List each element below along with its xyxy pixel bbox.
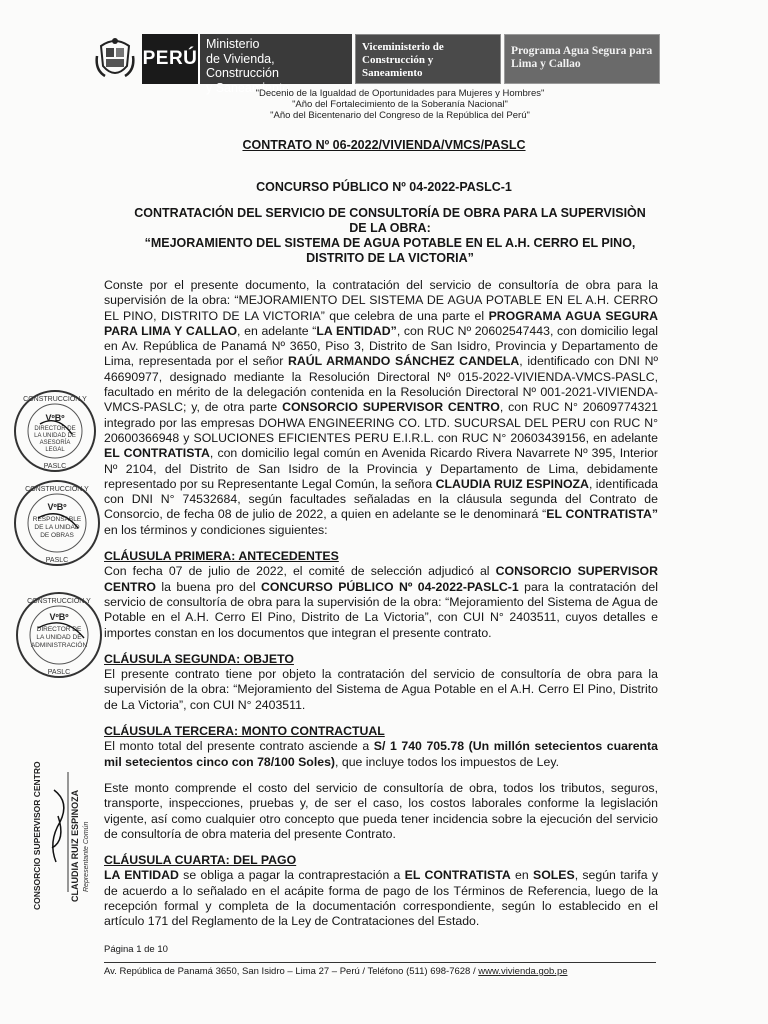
ministry-line: Ministerio bbox=[206, 37, 260, 51]
website-link[interactable]: www.vivienda.gob.pe bbox=[478, 966, 568, 977]
decree-line: "Año del Fortalecimiento de la Soberanía Nacional" bbox=[292, 99, 508, 110]
service-title-line: DE LA OBRA: bbox=[349, 221, 431, 235]
svg-text:CONSTRUCCIÓN Y: CONSTRUCCIÓN Y bbox=[25, 486, 89, 493]
ministry-label bbox=[200, 34, 352, 95]
svg-text:PASLC: PASLC bbox=[47, 669, 71, 676]
ministry-line: de Vivienda, Construcción bbox=[206, 51, 279, 80]
svg-text:LEGAL: LEGAL bbox=[45, 447, 65, 453]
vice-line: Viceministerio de bbox=[362, 41, 444, 53]
service-title-line: CONTRATACIÓN DEL SERVICIO DE CONSULTORÍA DE OBRA PARA LA SUPERVISIÒN bbox=[134, 206, 646, 220]
svg-text:DIRECTOR DE: DIRECTOR DE bbox=[36, 626, 82, 633]
address-text: Av. República de Panamá 3650, San Isidro – Lima 27 – Perú / Teléfono (511) 698-7628 / bbox=[104, 966, 479, 977]
svg-text:VºBº: VºBº bbox=[49, 612, 69, 622]
svg-text:ASESORÍA: ASESORÍA bbox=[39, 440, 71, 446]
peru-label: PERÚ bbox=[142, 34, 200, 84]
svg-text:VºBº: VºBº bbox=[45, 413, 65, 423]
decree-line: "Decenio de la Igualdad de Oportunidades para Mujeres y Hombres" bbox=[255, 88, 545, 99]
coat-of-arms-icon bbox=[92, 34, 138, 84]
footer-divider bbox=[104, 962, 656, 963]
svg-text:PASLC: PASLC bbox=[45, 557, 69, 564]
concurso-title: CONCURSO PÚBLICO Nº 04-2022-PASLC-1 bbox=[256, 180, 512, 194]
approval-stamp-legal bbox=[12, 388, 98, 474]
decree-lines bbox=[160, 88, 640, 121]
vice-line: Construcción y bbox=[362, 54, 434, 66]
svg-text:DIRECTOR DE: DIRECTOR DE bbox=[34, 426, 76, 432]
svg-text:LA UNIDAD DE: LA UNIDAD DE bbox=[36, 634, 82, 641]
program-line: Programa Agua Segura para bbox=[511, 45, 653, 57]
svg-text:DE OBRAS: DE OBRAS bbox=[40, 532, 74, 539]
clause-paragraph: El presente contrato tiene por objeto la contratación del servicio de consultoría de obra para la supervisión de la obra: “Mejoramiento del Sistema de Agua Potable en el A.H. Cerro El Pino, Distrito de La Victoria”, con CUI N° 2403511. bbox=[104, 667, 658, 712]
clause-heading: CLÁUSULA CUARTA: DEL PAGO bbox=[104, 853, 297, 868]
svg-text:CONSTRUCCIÓN Y: CONSTRUCCIÓN Y bbox=[27, 598, 91, 605]
ministry-line: y Saneamiento bbox=[206, 80, 290, 95]
svg-text:DE LA UNIDAD: DE LA UNIDAD bbox=[34, 524, 80, 531]
clause-paragraph: LA ENTIDAD se obliga a pagar la contraprestación a EL CONTRATISTA en SOLES, según tarifa y de acuerdo a lo señalado en el acápite forma de pago de los Términos de Referencia, luego de la recepción formal y completa de la documentación correspondiente, según lo establecido en el artículo 171 del Reglamento de la Ley de Contrataciones del Estado. bbox=[104, 868, 658, 929]
svg-text:CONSORCIO SUPERVISOR CENTRO: CONSORCIO SUPERVISOR CENTRO bbox=[32, 761, 42, 910]
contract-title: CONTRATO Nº 06-2022/VIVIENDA/VMCS/PASLC bbox=[242, 138, 526, 152]
svg-text:ADMINISTRACIÓN: ADMINISTRACIÓN bbox=[30, 642, 88, 649]
decree-line: "Año del Bicentenario del Congreso de la República del Perú" bbox=[270, 110, 530, 121]
svg-text:VºBº: VºBº bbox=[47, 502, 67, 512]
svg-text:CONSTRUCCIÓN Y: CONSTRUCCIÓN Y bbox=[23, 396, 87, 403]
page-number: Página 1 de 10 bbox=[104, 944, 168, 955]
service-title bbox=[100, 206, 680, 266]
viceministry-label bbox=[355, 34, 501, 84]
svg-text:RESPONSABLE: RESPONSABLE bbox=[32, 516, 82, 523]
clause-paragraph: Con fecha 07 de julio de 2022, el comité de selección adjudicó al CONSORCIO SUPERVISOR CENTRO la buena pro del CONCURSO PÚBLICO Nº 04-2022-PASLC-1 para la contratación del servicio de consultoría de obra para la supervisión de la obra: “Mejoramiento del Sistema de Agua de Potable en el A.H. Cerro El Pino, Distrito de La Victoria”, con CUI N° 2403511, cuyos detalles e importes constan en los documentos que integran el presente contrato. bbox=[104, 564, 658, 640]
clause-heading: CLÁUSULA PRIMERA: ANTECEDENTES bbox=[104, 549, 339, 564]
clause-heading: CLÁUSULA TERCERA: MONTO CONTRACTUAL bbox=[104, 724, 385, 739]
clause-paragraph: Este monto comprende el costo del servicio de consultoría de obra, todos los tributos, seguros, transporte, inspecciones, pruebas y, de ser el caso, los costos laborales conforme la legislación vigente, así como cualquier otro concepto que pueda tener incidencia sobre la ejecución del servicio de consultoría de obra materia del presente Contrato. bbox=[104, 780, 658, 841]
svg-text:CLAUDIA RUIZ ESPINOZA: CLAUDIA RUIZ ESPINOZA bbox=[70, 789, 80, 902]
approval-stamp-admin bbox=[14, 590, 104, 680]
service-title-line: “MEJORAMIENTO DEL SISTEMA DE AGUA POTABLE EN EL A.H. CERRO EL PINO, bbox=[144, 236, 636, 250]
service-title-line: DISTRITO DE LA VICTORIA” bbox=[306, 251, 474, 265]
program-label bbox=[504, 34, 660, 84]
clause-paragraph: El monto total del presente contrato asciende a S/ 1 740 705.78 (Un millón setecientos cuarenta mil setecientos cinco con 78/100 Soles), que incluye todos los impuestos de Ley. bbox=[104, 739, 658, 769]
svg-text:LA UNIDAD DE: LA UNIDAD DE bbox=[34, 433, 76, 439]
intro-paragraph: Conste por el presente documento, la contratación del servicio de consultoría de obra para la supervisión de la obra: “MEJORAMIENTO DEL SISTEMA DE AGUA POTABLE EN EL A.H. CERRO EL PINO, DISTRITO DE LA VICTORIA” que celebra de una parte el PROGRAMA AGUA SEGURA PARA LIMA Y CALLAO, en adelante “LA ENTIDAD”, con RUC Nº 20602547443, con domicilio legal en Av. República de Panamá Nº 3650, Piso 3, Distrito de San Isidro, Provincia y Departamento de Lima, representada por el señor RAÚL ARMANDO SÁNCHEZ CANDELA, identificado con DNI Nº 46690977, designado mediante la Resolución Directoral Nº 015-2022-VIVIENDA-VMCS-PASLC, facultado en mérito de la delegación contenida en la Resolución Directoral Nº 001-2021-VIVIENDA-VMCS-PASLC; y, de otra parte CONSORCIO SUPERVISOR CENTRO, con RUC N° 20609774321 integrado por las empresas DOHWA ENGINEERING CO. LTD. SUCURSAL DEL PERU con RUC N° 20600366948 y SOLUCIONES EFICIENTES PERU E.I.R.L. con RUC N° 20603439156, en adelante EL CONTRATISTA, con domicilio legal común en Avenida Ricardo Rivera Navarrete Nº 395, Interior Nº 2104, del Distrito de San Isidro de la Provincia y Departamento de Lima, debidamente representado por su Representante Legal Común, la señora CLAUDIA RUIZ ESPINOZA, identificada con DNI N° 74532684, según facultades señaladas en la cláusula segunda del Contrato de Consorcio, de fecha 08 de julio de 2022, a quien en adelante se le denominará “EL CONTRATISTA” en los términos y condiciones siguientes: bbox=[104, 278, 659, 537]
program-line: Lima y Callao bbox=[511, 58, 581, 70]
svg-text:Representante Común: Representante Común bbox=[83, 821, 90, 892]
clause-heading: CLÁUSULA SEGUNDA: OBJETO bbox=[104, 651, 294, 666]
footer-address bbox=[104, 966, 656, 977]
svg-text:PASLC: PASLC bbox=[43, 463, 67, 470]
vice-line: Saneamiento bbox=[362, 67, 423, 79]
contract-body bbox=[104, 278, 658, 930]
contractor-signature-stamp bbox=[26, 752, 106, 912]
approval-stamp-works bbox=[12, 478, 102, 568]
